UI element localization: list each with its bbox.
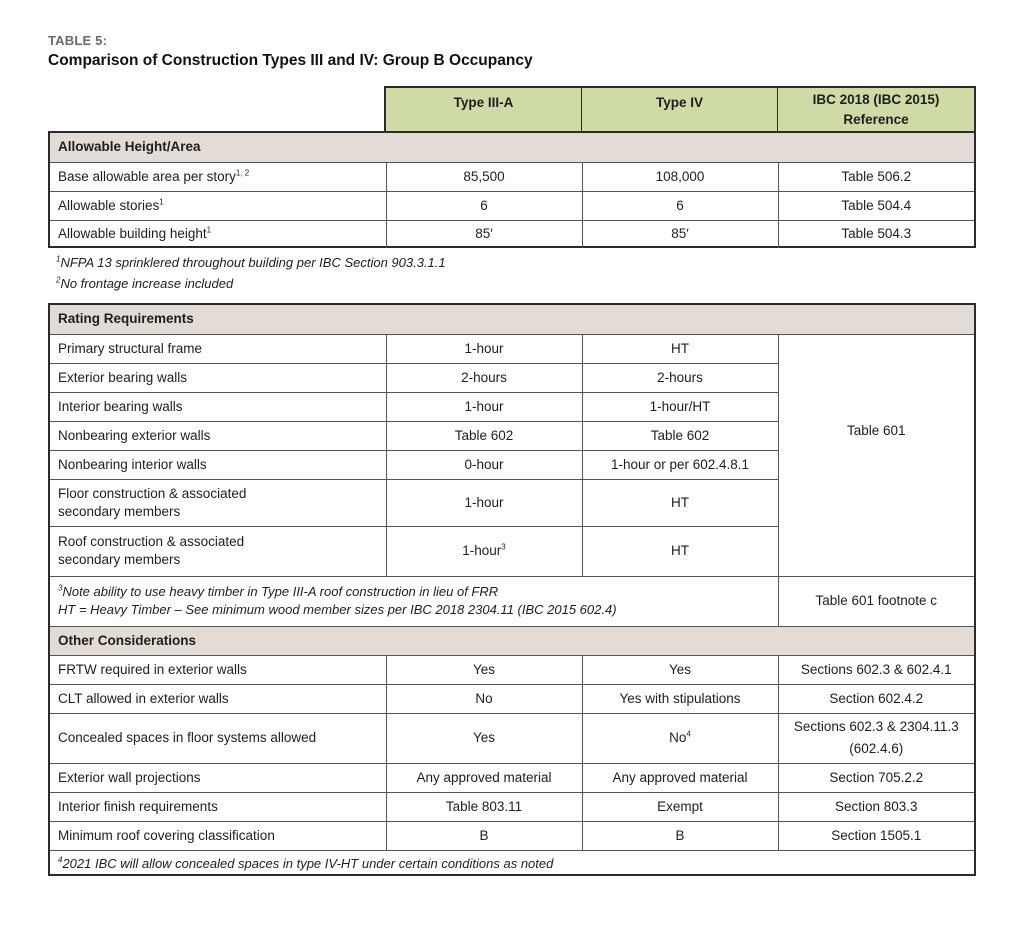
- table-row: Exterior bearing walls 2-hours 2-hours: [50, 363, 974, 392]
- table-row: Minimum roof covering classification B B Section 1505.1: [50, 821, 974, 850]
- table-row: Base allowable area per story$^{1, 2}$ 85,500 108,000 Table 506.2: [50, 162, 974, 191]
- rating-note-row: $^3$Note ability to use heavy timber in Type III-A roof construction in lieu of FRR HT = Heavy Timber – See minimum wood member sizes per IBC 2018 2304.11 (IBC 2015 602.4) Table 601 footnote c: [50, 576, 974, 626]
- table-row: Primary structural frame 1-hour HT Table 601: [50, 334, 974, 363]
- table-row: Interior bearing walls 1-hour 1-hour/HT: [50, 392, 974, 421]
- footnote-1: $^1$NFPA 13 sprinklered throughout building per IBC Section 903.3.1.1: [56, 254, 446, 270]
- section-title: Rating Requirements: [50, 305, 974, 334]
- table-row: Floor construction & associated secondary members 1-hour HT: [50, 479, 974, 526]
- other-footnote-row: $^4$2021 IBC will allow concealed spaces in type IV-HT under certain conditions as noted: [50, 850, 974, 878]
- table-row: CLT allowed in exterior walls No Yes with stipulations Section 602.4.2: [50, 684, 974, 713]
- table-label: TABLE 5:: [48, 33, 108, 48]
- column-header: [384, 86, 976, 133]
- section-title: Allowable Height/Area: [50, 133, 974, 162]
- table-row: Exterior wall projections Any approved material Any approved material Section 705.2.2: [50, 763, 974, 792]
- table-row: Concealed spaces in floor systems allowed Yes No$^4$ Sections 602.3 & 2304.11.3 (602.4.6): [50, 713, 974, 763]
- table-row: Nonbearing exterior walls Table 602 Table 602: [50, 421, 974, 450]
- rating-shared-reference: Table 601: [778, 334, 974, 576]
- col-header-type-3a: Type III-A: [386, 88, 582, 131]
- table-row: Interior finish requirements Table 803.11 Exempt Section 803.3: [50, 792, 974, 821]
- section-height-area: [48, 131, 976, 248]
- footnote-2: $^2$No frontage increase included: [56, 275, 234, 291]
- col-header-reference: IBC 2018 (IBC 2015) Reference: [812, 91, 940, 127]
- col-header-type-4: Type IV: [582, 88, 778, 131]
- section-rating-and-other: [48, 303, 976, 876]
- section-title: Other Considerations: [50, 626, 974, 655]
- table-row: Roof construction & associated secondary members 1-hour$^3$ HT: [50, 526, 974, 576]
- table-title: Comparison of Construction Types III and IV: Group B Occupancy: [48, 52, 533, 69]
- table-row: FRTW required in exterior walls Yes Yes Sections 602.3 & 602.4.1: [50, 655, 974, 684]
- table-row: Allowable stories$^1$ 6 6 Table 504.4: [50, 191, 974, 220]
- table-row: Nonbearing interior walls 0-hour 1-hour or per 602.4.8.1: [50, 450, 974, 479]
- table-row: Allowable building height$^1$ 85′ 85′ Table 504.3: [50, 220, 974, 248]
